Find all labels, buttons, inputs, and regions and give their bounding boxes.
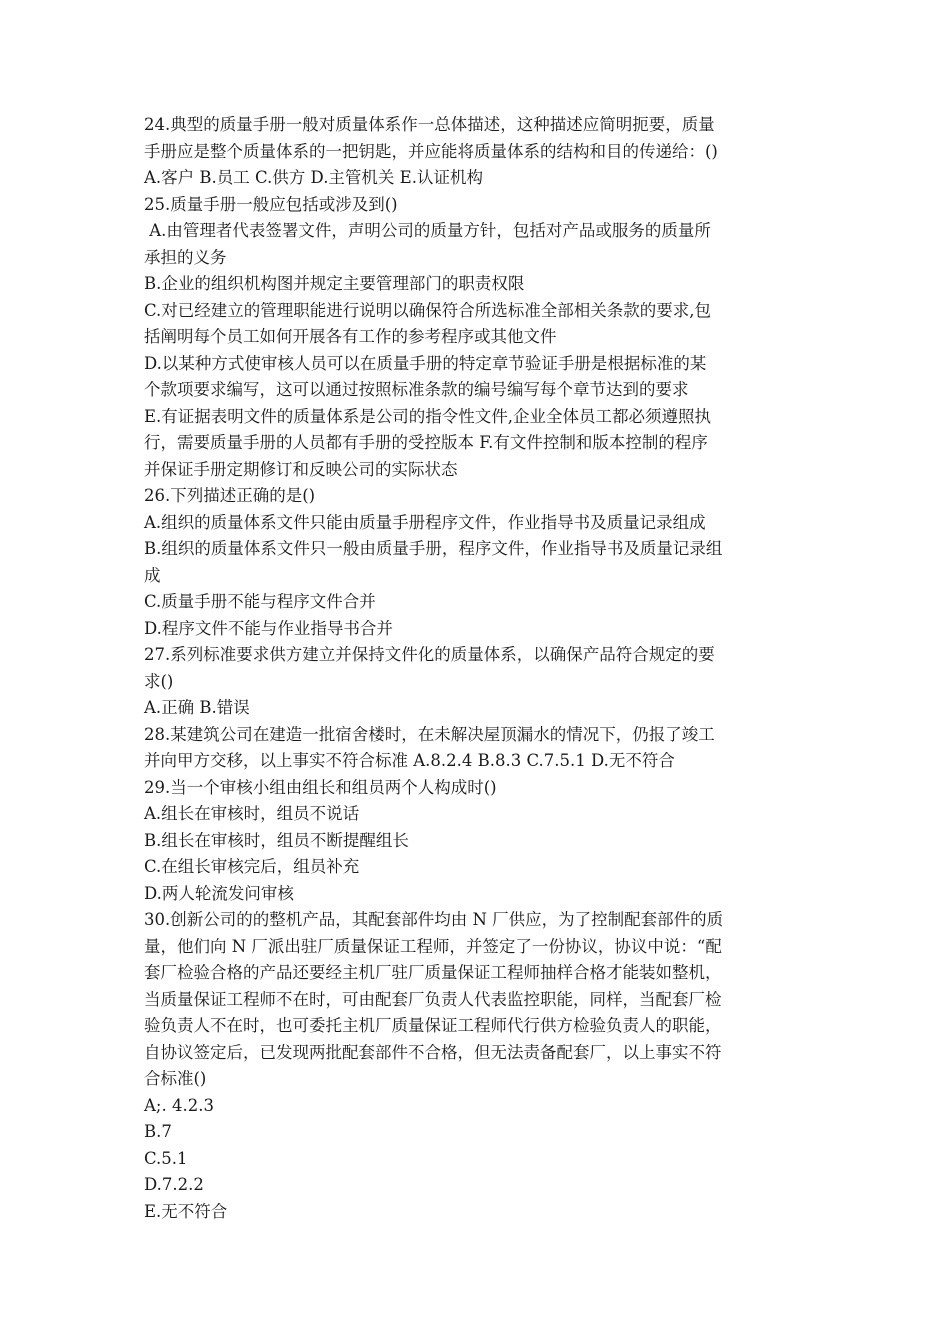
text-line: 25.质量手册一般应包括或涉及到() [144, 194, 398, 214]
text-line: C.质量手册不能与程序文件合并 [144, 592, 376, 611]
text-line: 套厂检验合格的产品还要经主机厂驻厂质量保证工程师抽样合格才能装如整机， [144, 963, 722, 982]
text-line: 个款项要求编写，这可以通过按照标准条款的编号编写每个章节达到的要求 [144, 380, 689, 399]
text-line: 合标准() [144, 1069, 207, 1088]
text-line: A;. 4.2.3 [144, 1095, 214, 1115]
text-line: 24.典型的质量手册一般对质量体系作一总体描述，这种描述应简明扼要，质量 [144, 115, 715, 134]
text-line: B.组织的质量体系文件只一般由质量手册，程序文件，作业指导书及质量记录组 [144, 539, 723, 558]
text-line: B.组长在审核时，组员不断提醒组长 [144, 830, 409, 850]
text-line: A.由管理者代表签署文件，声明公司的质量方针，包括对产品或服务的质量所 [144, 221, 711, 240]
text-line: 自协议签定后，已发现两批配套部件不合格，但无法责备配套厂，以上事实不符 [144, 1042, 722, 1062]
text-line: B.企业的组织机构图并规定主要管理部门的职责权限 [144, 274, 525, 293]
text-line: D.以某种方式使审核人员可以在质量手册的特定章节验证手册是根据标准的某 [144, 353, 707, 373]
text-line: 28.某建筑公司在建造一批宿舍楼时，在未解决屋顶漏水的情况下，仍报了竣工 [144, 724, 715, 744]
text-line: A.正确 B.错误 [144, 698, 250, 717]
text-line: 成 [144, 565, 161, 585]
text-line: C.在组长审核完后，组员补充 [144, 857, 360, 876]
text-line: E.有证据表明文件的质量体系是公司的指令性文件,企业全体员工都必须遵照执 [144, 406, 712, 426]
text-line: 26.下列描述正确的是() [144, 486, 316, 505]
text-line: 29.当一个审核小组由组长和组员两个人构成时() [144, 777, 497, 797]
document-page [144, 112, 816, 1225]
text-line: D.7.2.2 [144, 1175, 204, 1194]
text-line: D.两人轮流发问审核 [144, 883, 294, 903]
text-line: E.无不符合 [144, 1201, 228, 1221]
text-line: 求() [144, 671, 174, 691]
text-line: C.5.1 [144, 1148, 188, 1168]
text-line: A.组织的质量体系文件只能由质量手册程序文件，作业指导书及质量记录组成 [144, 512, 706, 532]
text-line: 并向甲方交移，以上事实不符合标准 A.8.2.4 B.8.3 C.7.5.1 D.无不符合 [144, 751, 675, 770]
text-line: 30.创新公司的的整机产品，其配套部件均由 N 厂供应，为了控制配套部件的质 [144, 910, 724, 929]
text-line: 量，他们向 N 厂派出驻厂质量保证工程师，并签定了一份协议，协议中说：“配 [144, 936, 722, 956]
text-line: 并保证手册定期修订和反映公司的实际状态 [144, 459, 458, 479]
text-line: 行，需要质量手册的人员都有手册的受控版本 F.有文件控制和版本控制的程序 [144, 433, 708, 452]
text-line: C.对已经建立的管理职能进行说明以确保符合所选标准全部相关条款的要求,包 [144, 300, 712, 320]
text-line: 当质量保证工程师不在时，可由配套厂负责人代表监控职能，同样，当配套厂检 [144, 989, 722, 1009]
text-line: B.7 [144, 1122, 172, 1141]
text-line: 27.系列标准要求供方建立并保持文件化的质量体系，以确保产品符合规定的要 [144, 645, 715, 664]
text-line: A.组长在审核时，组员不说话 [144, 804, 360, 823]
text-line: 括阐明每个员工如何开展各有工作的参考程序或其他文件 [144, 327, 557, 346]
text-line: 承担的义务 [144, 247, 227, 267]
text-line: D.程序文件不能与作业指导书合并 [144, 618, 393, 638]
text-line: A.客户 B.员工 C.供方 D.主管机关 E.认证机构 [144, 168, 483, 187]
text-line: 手册应是整个质量体系的一把钥匙，并应能将质量体系的结构和目的传递给：() [144, 141, 718, 161]
text-line: 验负责人不在时，也可委托主机厂质量保证工程师代行供方检验负责人的职能， [144, 1016, 722, 1035]
